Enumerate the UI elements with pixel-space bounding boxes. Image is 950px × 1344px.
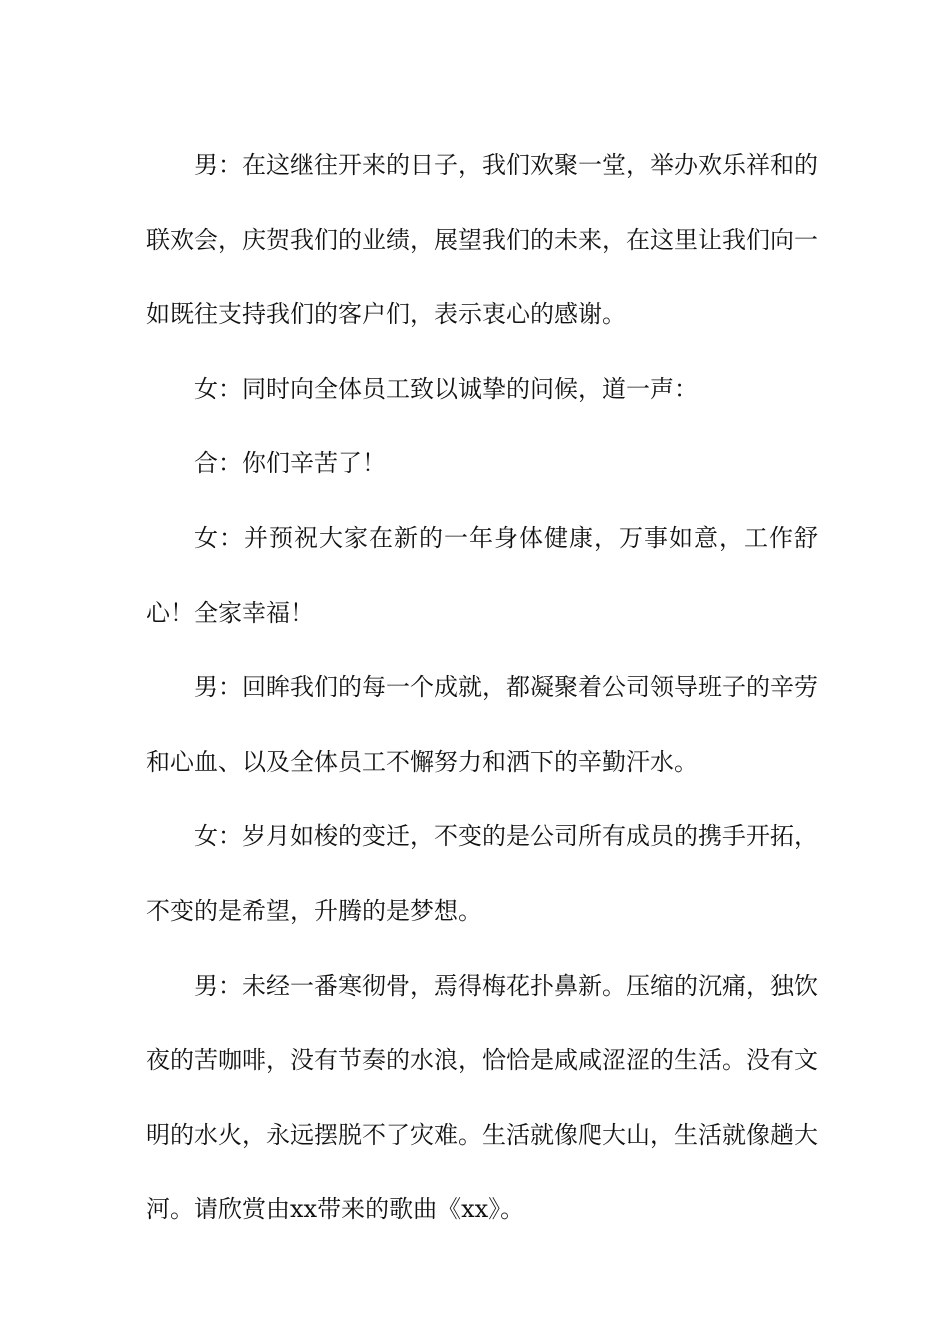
body-text <box>146 128 818 1247</box>
paragraph-female-wishes: 女：并预祝大家在新的一年身体健康，万事如意，工作舒心！全家幸福！ <box>146 523 818 627</box>
paragraph-male-opening: 男：在这继往开来的日子，我们欢聚一堂，举办欢乐祥和的联欢会，庆贺我们的业绩，展望我们的未来，在这里让我们向一如既往支持我们的客户们，表示衷心的感谢。 <box>146 151 818 329</box>
paragraph-female-greeting: 女：同时向全体员工致以诚挚的问候，道一声： <box>194 374 698 403</box>
paragraph-female-years: 女：岁月如梭的变迁，不变的是公司所有成员的携手开拓，不变的是希望，升腾的是梦想。 <box>146 822 818 925</box>
paragraph-male-achievements: 男：回眸我们的每一个成就，都凝聚着公司领导班子的辛劳和心血、以及全体员工不懈努力和洒下的辛勤汗水。 <box>146 673 818 776</box>
paragraph-male-song-intro: 男：未经一番寒彻骨，焉得梅花扑鼻新。压缩的沉痛，独饮夜的苦咖啡，没有节奏的水浪，恰恰是咸咸涩涩的生活。没有文明的水火，永远摆脱不了灾难。生活就像爬大山，生活就像趟大河。请欣赏由xx带来的歌曲《xx》。 <box>146 971 818 1224</box>
paragraph-together: 合：你们辛苦了！ <box>194 449 386 478</box>
